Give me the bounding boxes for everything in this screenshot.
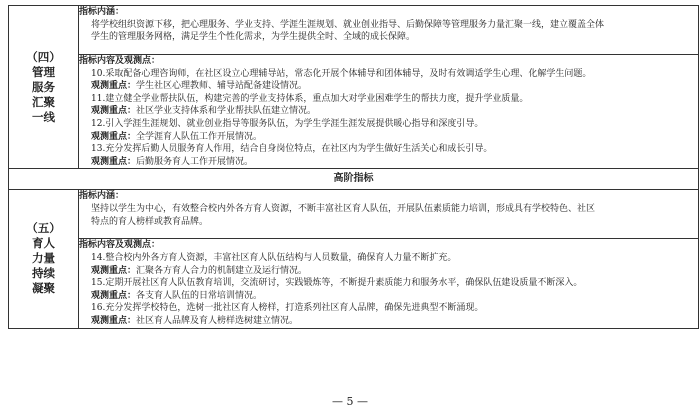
section-5-label [9,190,79,328]
high-level-label: 高阶指标 [9,169,699,190]
meaning-title: 指标内涵： [79,191,125,202]
obs-text: 社区学业支持体系和学业帮扶队伍建立情况。 [136,106,317,117]
item-text: 10.采取配备心理咨询师，在社区设立心理辅导站，常态化开展个体辅导和团体辅导，及时有效调适学生心理、化解学生问题。 [91,68,592,79]
obs-label: 观测重点： [91,290,137,301]
obs-label: 观测重点： [91,156,137,167]
meaning-text: 将学校组织资源下移，把心理服务、学业支持、学涯生涯规划、就业创业指导、后勤保障等管理服务力量汇聚一线，建立覆盖全体 [91,19,605,30]
content-title: 指标内容及观测点： [79,240,161,251]
obs-text: 后勤服务育人工作开展情况。 [136,156,254,167]
meaning-title: 指标内涵： [79,7,125,17]
section-4-label [9,6,79,169]
high-level-row [9,169,699,190]
section-5-label-line: 育人 [32,236,55,251]
section-4-meaning [79,6,699,55]
section-4-row [9,6,699,55]
section-5-label-line: 力量 [32,251,55,266]
item-text: 15.定期开展社区育人队伍教育培训，交流研讨，实践锻炼等，不断提升素质能力和服务水平，确保队伍建设质量不断深入。 [91,278,583,289]
meaning-text: 特点的育人榜样或教育品牌。 [91,216,209,227]
section-5-label-line: 持续 [32,266,55,281]
obs-text: 社区育人品牌及育人榜样选树建立情况。 [136,315,299,326]
section-4-content [79,55,699,169]
meaning-text: 坚持以学生为中心，有效整合校内外各方育人资源，不断丰富社区育人队伍，开展队伍素质能力培训，形成具有学校特色、社区 [91,203,596,214]
item-text: 12.引入学涯生涯规划、就业创业指导等服务队伍，为学生学涯生涯发展提供暖心指导和深度引导。 [91,118,484,129]
page-number: — 5 — [332,395,368,408]
indicator-table [8,5,699,329]
obs-text: 学生社区心理教师、辅导站配备建设情况。 [136,81,308,92]
meaning-text: 学生的管理服务网格，满足学生个性化需求，为学生提供全时、全域的成长保障。 [91,32,416,43]
obs-label: 观测重点： [91,81,137,92]
content-title: 指标内容及观测点： [79,56,161,66]
obs-label: 观测重点： [91,131,137,142]
section-5-label-line: （五） [26,221,61,236]
section-4-label-line: 一线 [32,109,55,124]
obs-label: 观测重点： [91,106,137,117]
item-text: 13.充分发挥后勤人员服务育人作用，结合自身岗位特点，在社区内为学生做好生活关心和成长引导。 [91,144,493,155]
section-5-label-line: 凝聚 [32,281,55,296]
obs-text: 汇聚各方育人合力的机制建立及运行情况。 [136,265,308,276]
section-4-label-line: 管理 [32,64,55,79]
section-4-label-line: （四） [26,49,61,64]
obs-label: 观测重点： [91,265,137,276]
section-5-content [79,239,699,328]
item-text: 14.整合校内外各方育人资源，丰富社区育人队伍结构与人员数量，确保育人力量不断扩充。 [91,252,457,263]
item-text: 11.建立健全学业帮扶队伍，构建完善的学业支持体系，重点加大对学业困难学生的帮扶力度，提升学业质量。 [91,93,529,104]
obs-text: 各支育人队伍的日常培训情况。 [136,290,263,301]
item-text: 16.充分发挥学校特色，选树一批社区育人榜样，打造系列社区育人品牌，确保先进典型不断涌现。 [91,303,484,314]
section-5-meaning [79,190,699,239]
section-4-label-line: 服务 [32,79,55,94]
obs-text: 全学涯育人队伍工作开展情况。 [136,131,263,142]
section-4-label-line: 汇聚 [32,94,55,109]
obs-label: 观测重点： [91,315,137,326]
section-5-row [9,190,699,239]
